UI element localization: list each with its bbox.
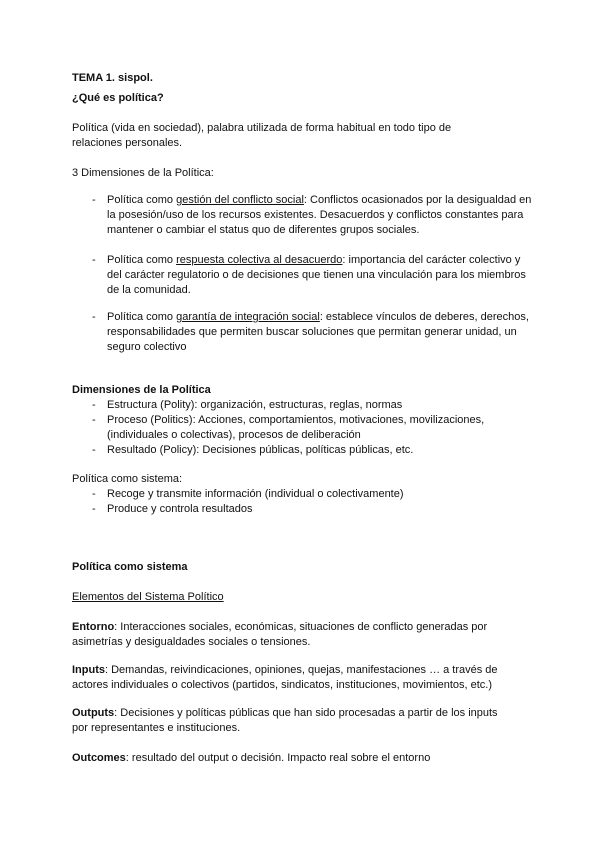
sistema-subheading: Elementos del Sistema Político xyxy=(72,591,224,603)
entry-outcomes xyxy=(72,751,532,766)
list-item-text: Recoge y transmite información (individual o colectivamente) xyxy=(107,488,404,500)
sistema-intro-list xyxy=(92,487,534,517)
list-item xyxy=(92,253,534,298)
list-dash: - xyxy=(92,488,96,500)
list-dash: - xyxy=(92,311,96,323)
dimensiones-list xyxy=(92,398,534,458)
intro-paragraph: Política (vida en sociedad), palabra utilizada de forma habitual en todo tipo de relaciones personales. xyxy=(72,122,452,149)
list-item xyxy=(92,487,534,502)
list-dash: - xyxy=(92,254,96,266)
dimensions-list xyxy=(92,193,534,238)
list-item xyxy=(92,443,534,458)
dimensions-list xyxy=(92,253,534,298)
entry-outputs xyxy=(72,706,502,736)
list-item xyxy=(92,502,534,517)
dimension-text: : establece vínculos de deberes, derechos, responsabilidades que permiten buscar soluciones que permitan generar unidad, un seguro colectivo xyxy=(107,311,529,353)
document-title: TEMA 1. sispol. xyxy=(72,72,153,84)
entry-text: : Interacciones sociales, económicas, situaciones de conflicto generadas por asimetrías y desigualdades sociales o tensiones. xyxy=(72,621,488,648)
sistema-intro-heading: Política como sistema: xyxy=(72,473,183,485)
list-item xyxy=(92,193,534,238)
list-dash: - xyxy=(92,399,96,411)
entry-inputs xyxy=(72,663,512,693)
entry-text: : Decisiones y políticas públicas que han sido procesadas a partir de los inputs por representantes e instituciones. xyxy=(72,707,498,734)
list-item-text: Estructura (Polity): organización, estructuras, reglas, normas xyxy=(107,399,403,411)
entry-text: : resultado del output o decisión. Impacto real sobre el entorno xyxy=(125,752,431,764)
entry-term: Inputs xyxy=(72,664,105,676)
dimension-prefix: Política como xyxy=(107,194,177,206)
list-dash: - xyxy=(92,194,96,206)
question-heading: ¿Qué es política? xyxy=(72,92,164,104)
list-item xyxy=(92,310,534,355)
dimensions-list xyxy=(92,310,534,355)
list-item xyxy=(92,398,534,413)
list-item-text: Resultado (Policy): Decisiones públicas, políticas públicas, etc. xyxy=(107,444,414,456)
entry-term: Outputs xyxy=(72,707,115,719)
dimension-text: : Conflictos ocasionados por la desigualdad en la posesión/uso de los recursos existentes. Desacuerdos y conflictos constantes para mantener o cambiar el status quo de diferentes grupos sociales. xyxy=(107,194,532,236)
entry-text: : Demandas, reivindicaciones, opiniones, quejas, manifestaciones … a través de actores individuales o colectivos (partidos, sindicatos, instituciones, movimientos, etc.) xyxy=(72,664,498,691)
entry-term: Outcomes xyxy=(72,752,126,764)
entry-entorno xyxy=(72,620,502,650)
dimension-term: respuesta colectiva al desacuerdo xyxy=(176,254,343,266)
list-dash: - xyxy=(92,444,96,456)
dimension-term: garantía de integración social xyxy=(176,311,320,323)
dimensiones-heading: Dimensiones de la Política xyxy=(72,384,211,396)
list-item xyxy=(92,413,534,443)
list-dash: - xyxy=(92,503,96,515)
sistema-heading: Política como sistema xyxy=(72,561,188,573)
dimensions-heading: 3 Dimensiones de la Política: xyxy=(72,167,214,179)
entry-term: Entorno xyxy=(72,621,115,633)
dimension-text: : importancia del carácter colectivo y del carácter regulatorio o de decisiones que tienen una vinculación para los miembros de la comunidad. xyxy=(107,254,526,296)
list-dash: - xyxy=(92,414,96,426)
list-item-text: Proceso (Politics): Acciones, comportamientos, motivaciones, movilizaciones, (individuales o colectivas), procesos de deliberación xyxy=(107,414,485,441)
dimension-prefix: Política como xyxy=(107,311,177,323)
dimension-prefix: Política como xyxy=(107,254,177,266)
dimension-term: gestión del conflicto social xyxy=(176,194,304,206)
list-item-text: Produce y controla resultados xyxy=(107,503,253,515)
